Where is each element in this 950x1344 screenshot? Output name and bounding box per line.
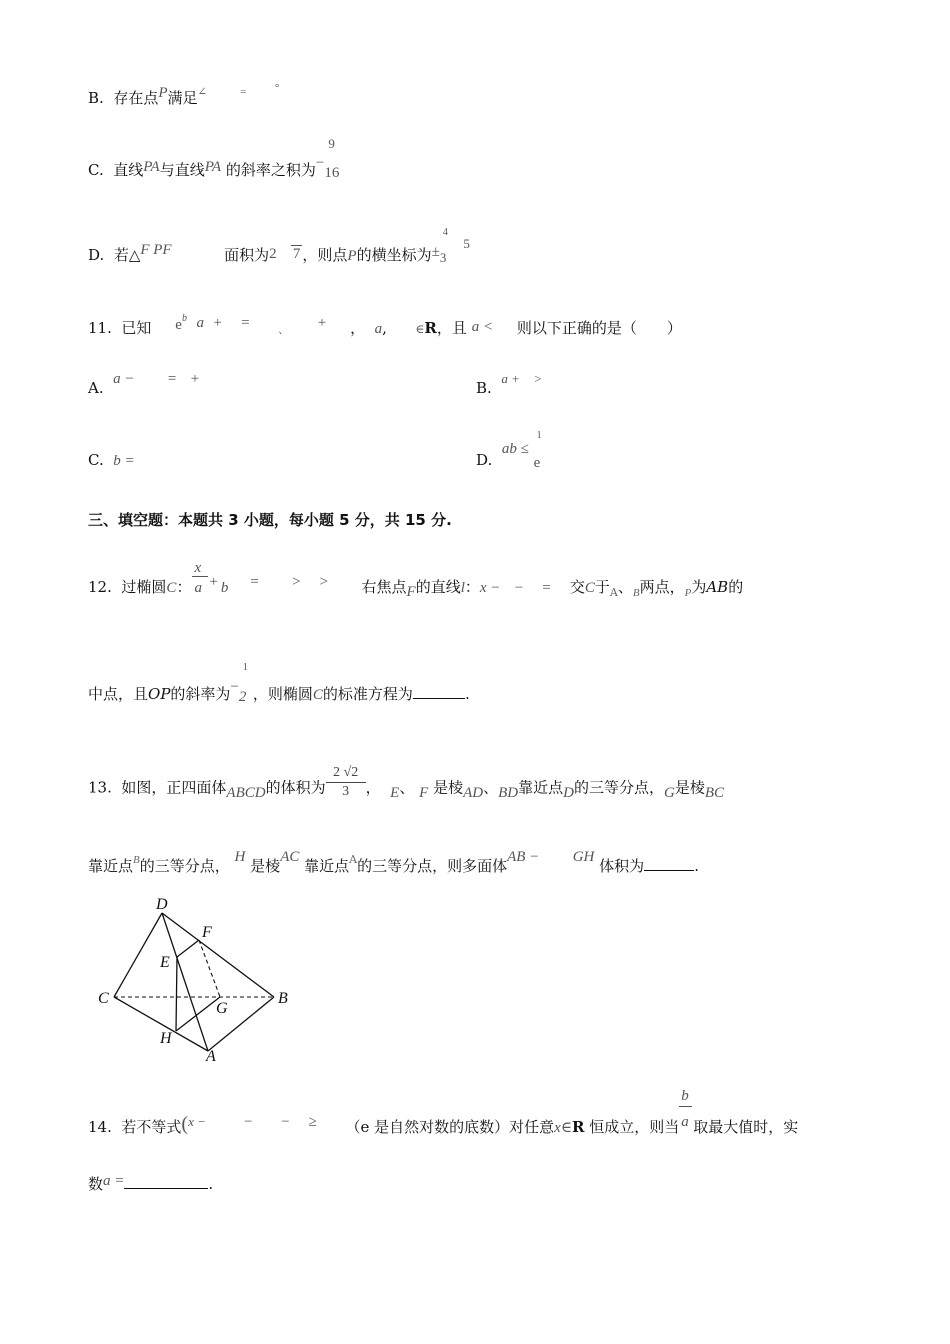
question-text: 两点，	[639, 578, 685, 596]
math-b: b	[181, 313, 187, 324]
q13-stem-line2	[88, 849, 699, 878]
option-label: A.	[88, 379, 104, 397]
option-text: 与直线	[159, 161, 205, 179]
question-text: ，且	[436, 319, 467, 337]
math-e: E	[390, 784, 400, 801]
option-label: B.	[88, 89, 104, 107]
math-ac: AC	[280, 849, 300, 865]
math-fpf: F PF	[140, 242, 172, 258]
option-text: 若△	[113, 246, 141, 264]
math-five: 5	[463, 236, 470, 251]
frac-den: 3	[439, 250, 447, 265]
question-text: 、	[617, 578, 633, 596]
frac-num: b	[681, 1088, 689, 1104]
question-text: 的三等分点，	[139, 857, 230, 875]
math-p: P	[684, 587, 692, 599]
fraction	[324, 136, 346, 181]
option-label: C.	[88, 451, 104, 469]
math-plus: +	[209, 574, 218, 590]
label-f: F	[202, 924, 212, 941]
fraction	[238, 662, 253, 705]
label-e: E	[160, 954, 170, 971]
q10-option-b	[88, 82, 280, 110]
frac-den: 3	[326, 782, 366, 801]
math-a: A	[609, 586, 618, 599]
question-text: 交	[569, 578, 585, 596]
math-pa1: PA	[143, 159, 160, 175]
q11-stem: 11. 已知 $e^b$ a + = 、 + ， a, ∈R，且 a < 则以下正确的是（ ）	[88, 313, 682, 337]
question-text: 于	[594, 578, 610, 596]
frac-den: e	[533, 455, 541, 471]
math-minus: −	[244, 1114, 253, 1130]
math-bc: BC	[704, 784, 725, 801]
question-text: 是棱	[250, 857, 281, 875]
q10-option-d	[88, 227, 470, 266]
math-eq: =	[167, 371, 177, 387]
edge-hg	[176, 997, 220, 1031]
edge-ef	[177, 940, 199, 957]
question-number: 11.	[88, 319, 112, 337]
answer-blank[interactable]	[644, 856, 694, 871]
q14-stem-line2	[88, 1174, 213, 1195]
math-poly: AB −	[507, 849, 540, 865]
tetrahedron-figure	[96, 895, 306, 1065]
question-text: 、	[399, 778, 415, 797]
math-pm: ±	[431, 244, 440, 260]
question-text: 是棱	[433, 778, 464, 797]
math-a: a =	[103, 1173, 125, 1189]
fraction	[439, 227, 454, 266]
math-f: F	[419, 784, 429, 801]
math-expr: a +	[501, 371, 520, 386]
question-text: 的	[728, 578, 744, 596]
frac-num: 9	[328, 136, 335, 151]
math-a: a	[374, 321, 383, 337]
question-text: 靠近点	[518, 778, 564, 797]
frac-den: a	[194, 580, 202, 596]
math-gh: GH	[572, 849, 595, 865]
q12-stem-line2	[88, 662, 470, 705]
question-text: ，则椭圆	[252, 685, 313, 703]
math-expr: a −	[113, 371, 135, 387]
math-c: C	[584, 580, 595, 596]
math-plus: +	[213, 315, 222, 331]
question-text: 如图，正四面体	[121, 778, 227, 797]
q11-option-b	[476, 371, 542, 399]
label-b: B	[278, 990, 288, 1007]
math-b: B	[632, 587, 640, 599]
frac-num: 1	[536, 430, 542, 441]
math-minus: −	[281, 1114, 290, 1130]
math-eq: =	[542, 580, 551, 596]
math-expr: ab ≤	[501, 441, 529, 457]
q12-stem-line1	[88, 560, 744, 600]
question-text: ：	[464, 578, 480, 596]
question-text: （e 是自然对数的底数）对任意	[345, 1118, 555, 1136]
fraction-volume	[326, 764, 366, 801]
question-text: 的体积为	[265, 778, 326, 797]
math-f: F	[406, 584, 416, 600]
math-ab: AB	[706, 578, 729, 596]
question-text: 靠近点	[88, 857, 134, 875]
math-pa2: PA	[204, 159, 222, 175]
frac-num: x	[194, 560, 202, 576]
math-b: B	[133, 854, 140, 866]
question-text: .	[208, 1175, 214, 1193]
q11-option-d	[476, 430, 546, 471]
math-eq: =	[241, 315, 250, 331]
frac-num: 2 √2	[333, 765, 359, 780]
question-text: ，	[365, 778, 381, 797]
frac-num: 4	[442, 227, 448, 238]
frac-den: a	[681, 1114, 689, 1130]
math-p: P	[347, 248, 357, 264]
frac-num: 1	[242, 662, 248, 673]
math-c: C	[312, 687, 323, 703]
math-sep: 、	[278, 323, 290, 336]
math-degree: °	[274, 82, 280, 94]
fraction-b-a	[679, 1088, 693, 1132]
question-text: 取最大值时，实	[693, 1118, 799, 1136]
question-number: 14.	[88, 1118, 112, 1136]
math-r: R	[424, 319, 437, 337]
option-label: D.	[88, 246, 105, 264]
question-text: 的三等分点，则多面体	[357, 857, 508, 875]
math-expr: b =	[113, 453, 135, 469]
question-text: 若不等式	[121, 1118, 182, 1136]
option-text: 的横坐标为	[356, 246, 432, 264]
question-text: 的斜率为	[170, 685, 231, 703]
math-root: 7	[292, 246, 301, 262]
option-label: B.	[476, 379, 492, 397]
option-text: 的斜率之积为	[225, 161, 316, 179]
question-text: 的直线	[415, 578, 461, 596]
fraction-y-b	[218, 572, 236, 596]
math-paren: (	[181, 1113, 189, 1135]
question-text: 的三等分点，	[573, 778, 664, 797]
math-bd: BD	[498, 784, 519, 801]
math-p: P	[158, 85, 168, 101]
question-number: 12.	[88, 578, 112, 596]
option-label: D.	[476, 451, 493, 469]
math-plus: +	[190, 371, 200, 387]
math-ad: AD	[463, 784, 484, 801]
question-number: 13.	[88, 778, 112, 797]
math-g: G	[664, 784, 675, 801]
option-text: 面积为	[224, 246, 270, 264]
math-condition: a <	[471, 319, 494, 335]
section-heading: 三、填空题：本题共 3 小题，每小题 5 分，共 15 分.	[88, 511, 452, 529]
q11-option-a	[88, 371, 200, 399]
math-plus: +	[317, 315, 327, 331]
answer-blank[interactable]	[413, 684, 465, 699]
question-text: 靠近点	[304, 857, 350, 875]
question-text: 恒成立，则当	[589, 1118, 680, 1136]
question-text: 的标准方程为	[322, 685, 413, 703]
question-text: ：	[176, 578, 192, 596]
math-minus: −	[514, 580, 524, 596]
option-text: 满足	[167, 89, 198, 107]
math-expr: x −	[188, 1114, 206, 1129]
fraction-x-a	[191, 560, 209, 596]
fraction	[533, 430, 546, 471]
math-eq: =	[250, 574, 259, 590]
option-label: C.	[88, 161, 104, 179]
edge-eh	[176, 957, 177, 1031]
question-text: 是棱	[674, 778, 705, 797]
question-text: 体积为	[599, 857, 645, 875]
math-abcd: ABCD	[226, 784, 266, 801]
question-text: 则以下正确的是（ ）	[516, 319, 682, 337]
math-l: l	[460, 580, 465, 596]
option-text: 直线	[113, 161, 144, 179]
math-gt: >	[534, 371, 542, 386]
math-op: OP	[148, 685, 171, 703]
question-text: 中点，且	[88, 685, 149, 703]
edge-dc	[114, 913, 162, 997]
math-r: R	[571, 1118, 585, 1136]
question-text: 右焦点	[361, 578, 407, 596]
math-comma: ，	[350, 319, 366, 337]
question-text: 已知	[121, 319, 152, 337]
frac-den: b	[220, 580, 229, 596]
math-minus: −	[315, 155, 325, 171]
frac-den: 16	[324, 165, 340, 181]
math-a: A	[349, 853, 358, 866]
frac-den: 2	[238, 689, 247, 705]
q13-stem-line1	[88, 765, 725, 807]
math-minus: −	[230, 679, 239, 695]
question-text: 数	[88, 1175, 104, 1193]
math-h: H	[234, 849, 246, 865]
math-in: ∈	[415, 322, 425, 336]
math-d: D	[563, 784, 574, 801]
question-text: 、	[483, 778, 499, 797]
label-a: A	[206, 1048, 216, 1065]
label-g: G	[216, 1000, 228, 1017]
math-in: ∈	[560, 1120, 572, 1136]
question-text: 为	[691, 578, 707, 596]
option-text: 存在点	[113, 89, 159, 107]
math-c: C	[166, 580, 177, 596]
q11-option-c	[88, 450, 135, 471]
math-a: a	[196, 315, 204, 331]
math-eq: =	[240, 86, 247, 98]
question-text: .	[464, 685, 470, 703]
label-c: C	[98, 990, 109, 1007]
answer-blank[interactable]	[124, 1174, 208, 1189]
q10-option-c	[88, 136, 346, 181]
q14-stem-line1	[88, 1088, 799, 1138]
math-ge: ≥	[308, 1114, 317, 1130]
math-expr: x −	[479, 580, 501, 596]
math-two: 2	[269, 246, 277, 262]
math-gt: >	[292, 574, 301, 590]
math-gt: >	[319, 574, 329, 590]
label-d: D	[156, 896, 168, 913]
math-e: e	[175, 317, 182, 333]
math-x: x	[554, 1120, 561, 1136]
question-text: 过椭圆	[121, 578, 167, 596]
math-angle: ∠	[197, 86, 207, 98]
question-text: .	[694, 857, 699, 875]
option-text: ，则点	[302, 246, 348, 264]
label-h: H	[160, 1030, 172, 1047]
